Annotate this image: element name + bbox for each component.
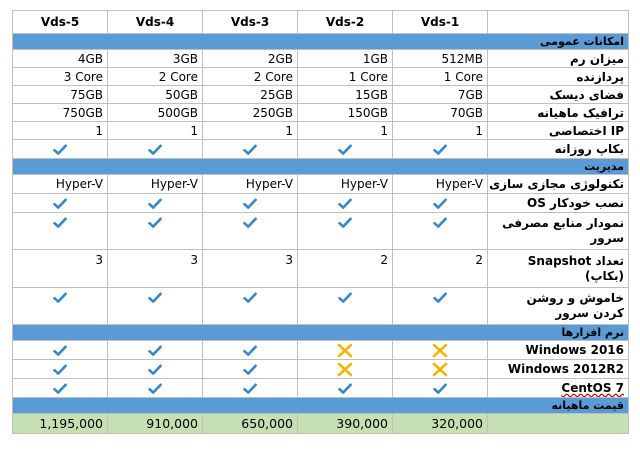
cell-mark: [203, 194, 298, 213]
cell-value: 1 Core: [298, 68, 393, 86]
cross-icon: [432, 343, 448, 358]
check-icon: [243, 292, 257, 304]
cell-mark: [393, 360, 488, 379]
cell-value: 2GB: [203, 50, 298, 68]
row-os-install: [13, 194, 629, 213]
cross-icon: [337, 362, 353, 377]
cell-mark: [108, 341, 203, 360]
price-vds-2: 390,000: [298, 414, 393, 434]
feature-label-centos-7: [488, 379, 629, 398]
check-icon: [53, 364, 67, 376]
cell-value: 2: [298, 250, 393, 288]
feature-label-windows-2012r2: Windows 2012R2: [488, 360, 629, 379]
feature-label-centos-7-text: CentOS 7: [561, 381, 624, 395]
price-vds-3: 650,000: [203, 414, 298, 434]
cell-value: Hyper-V: [13, 175, 108, 194]
cell-mark: [298, 379, 393, 398]
row-virtualization: [13, 175, 629, 194]
plan-header-row: [13, 11, 629, 34]
check-icon: [53, 345, 67, 357]
cell-value: 25GB: [203, 86, 298, 104]
cell-value: 1: [13, 122, 108, 140]
feature-label-windows-2016: Windows 2016: [488, 341, 629, 360]
cell-value: 7GB: [393, 86, 488, 104]
cell-value: Hyper-V: [298, 175, 393, 194]
cell-mark: [108, 213, 203, 250]
plan-header-vds-2: Vds-2: [298, 11, 393, 34]
row-price: [13, 414, 629, 434]
check-icon: [338, 144, 352, 156]
price-label-cell: [488, 414, 629, 434]
feature-label-usage-chart: نمودار منابع مصرفی سرور: [488, 213, 629, 250]
cell-mark: [393, 194, 488, 213]
check-icon: [148, 364, 162, 376]
check-icon: [53, 383, 67, 395]
cell-mark: [203, 288, 298, 325]
cell-value: 3: [203, 250, 298, 288]
feature-label-cpu: پردازنده: [488, 68, 629, 86]
row-centos-7: [13, 379, 629, 398]
row-ram: [13, 50, 629, 68]
row-usage-chart: [13, 213, 629, 250]
row-traffic: [13, 104, 629, 122]
check-icon: [338, 217, 352, 229]
cell-value: 1: [108, 122, 203, 140]
cross-icon: [432, 362, 448, 377]
section-title-general: امکانات عمومی: [13, 34, 629, 50]
check-icon: [338, 292, 352, 304]
price-vds-5: 1,195,000: [13, 414, 108, 434]
cell-value: 4GB: [13, 50, 108, 68]
cell-mark: [203, 140, 298, 159]
cell-mark: [13, 288, 108, 325]
check-icon: [243, 364, 257, 376]
plan-header-vds-5: Vds-5: [13, 11, 108, 34]
cell-value: 70GB: [393, 104, 488, 122]
cell-mark: [393, 213, 488, 250]
check-icon: [433, 217, 447, 229]
check-icon: [53, 198, 67, 210]
check-icon: [148, 383, 162, 395]
check-icon: [433, 144, 447, 156]
cell-mark: [203, 360, 298, 379]
feature-label-virtualization: تکنولوژی مجازی سازی: [488, 175, 629, 194]
cell-value: 150GB: [298, 104, 393, 122]
cell-mark: [108, 194, 203, 213]
cell-mark: [298, 341, 393, 360]
cell-value: 50GB: [108, 86, 203, 104]
section-management: [13, 159, 629, 175]
cell-mark: [13, 360, 108, 379]
cell-mark: [13, 140, 108, 159]
check-icon: [148, 217, 162, 229]
cell-mark: [393, 140, 488, 159]
cell-mark: [13, 194, 108, 213]
cell-mark: [298, 194, 393, 213]
section-software: [13, 325, 629, 341]
check-icon: [243, 144, 257, 156]
check-icon: [148, 345, 162, 357]
cell-value: 75GB: [13, 86, 108, 104]
cell-mark: [393, 288, 488, 325]
check-icon: [243, 217, 257, 229]
cell-mark: [13, 213, 108, 250]
row-snapshot: [13, 250, 629, 288]
section-title-price: قیمت ماهیانه: [13, 398, 629, 414]
cell-value: 2 Core: [108, 68, 203, 86]
cell-value: Hyper-V: [108, 175, 203, 194]
check-icon: [433, 198, 447, 210]
check-icon: [148, 198, 162, 210]
section-title-management: مدیریت: [13, 159, 629, 175]
plan-header-vds-3: Vds-3: [203, 11, 298, 34]
feature-label-ip: IP اختصاصی: [488, 122, 629, 140]
cell-mark: [13, 341, 108, 360]
cross-icon: [337, 343, 353, 358]
row-ip: [13, 122, 629, 140]
cell-value: 2 Core: [203, 68, 298, 86]
cell-value: 3: [13, 250, 108, 288]
cell-value: 1: [203, 122, 298, 140]
row-backup: [13, 140, 629, 159]
cell-mark: [108, 360, 203, 379]
cell-mark: [298, 288, 393, 325]
check-icon: [433, 292, 447, 304]
cell-value: 3GB: [108, 50, 203, 68]
cell-mark: [298, 140, 393, 159]
plan-header-vds-1: Vds-1: [393, 11, 488, 34]
feature-label-disk: فضای دیسک: [488, 86, 629, 104]
check-icon: [53, 292, 67, 304]
row-windows-2016: [13, 341, 629, 360]
check-icon: [433, 383, 447, 395]
plan-header-vds-4: Vds-4: [108, 11, 203, 34]
cell-mark: [393, 341, 488, 360]
cell-mark: [108, 288, 203, 325]
cell-mark: [203, 213, 298, 250]
cell-value: 1: [393, 122, 488, 140]
cell-value: 750GB: [13, 104, 108, 122]
check-icon: [148, 292, 162, 304]
cell-value: 500GB: [108, 104, 203, 122]
feature-label-backup: بکاپ روزانه: [488, 140, 629, 159]
cell-value: 250GB: [203, 104, 298, 122]
section-price: [13, 398, 629, 414]
section-title-software: نرم افزارها: [13, 325, 629, 341]
price-vds-4: 910,000: [108, 414, 203, 434]
cell-mark: [203, 379, 298, 398]
feature-header: [488, 11, 629, 34]
cell-value: 3: [108, 250, 203, 288]
cell-value: 1GB: [298, 50, 393, 68]
row-power: [13, 288, 629, 325]
cell-mark: [108, 379, 203, 398]
check-icon: [243, 198, 257, 210]
check-icon: [338, 198, 352, 210]
price-vds-1: 320,000: [393, 414, 488, 434]
cell-value: 1: [298, 122, 393, 140]
cell-value: Hyper-V: [203, 175, 298, 194]
check-icon: [243, 383, 257, 395]
check-icon: [148, 144, 162, 156]
cell-value: 3 Core: [13, 68, 108, 86]
cell-mark: [393, 379, 488, 398]
cell-value: 512MB: [393, 50, 488, 68]
check-icon: [53, 217, 67, 229]
feature-label-power: خاموش و روشن کردن سرور: [488, 288, 629, 325]
feature-label-traffic: ترافیک ماهیانه: [488, 104, 629, 122]
check-icon: [338, 383, 352, 395]
feature-label-os-install: نصب خودکار OS: [488, 194, 629, 213]
cell-value: 1 Core: [393, 68, 488, 86]
row-disk: [13, 86, 629, 104]
cell-mark: [13, 379, 108, 398]
feature-label-ram: میزان رم: [488, 50, 629, 68]
check-icon: [53, 144, 67, 156]
cell-value: 15GB: [298, 86, 393, 104]
cell-mark: [298, 360, 393, 379]
vds-plans-table: [12, 10, 629, 434]
cell-value: 2: [393, 250, 488, 288]
cell-mark: [108, 140, 203, 159]
feature-label-snapshot: تعداد Snapshot (بکاپ): [488, 250, 629, 288]
cell-value: Hyper-V: [393, 175, 488, 194]
cell-mark: [298, 213, 393, 250]
row-windows-2012r2: [13, 360, 629, 379]
section-general: [13, 34, 629, 50]
cell-mark: [203, 341, 298, 360]
check-icon: [243, 345, 257, 357]
row-cpu: [13, 68, 629, 86]
